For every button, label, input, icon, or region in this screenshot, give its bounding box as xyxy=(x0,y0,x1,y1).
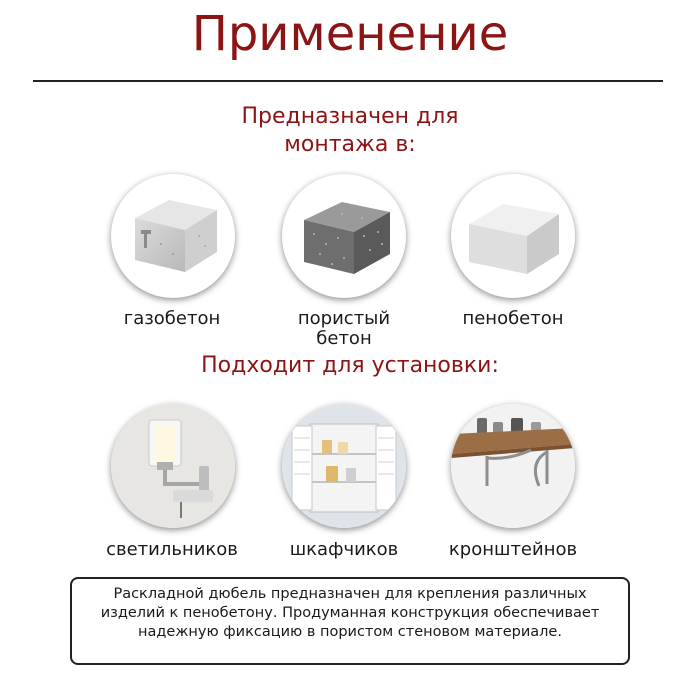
foam-concrete-card xyxy=(451,174,575,298)
wall-lamp-icon xyxy=(111,404,235,528)
application-label-lamps: светильников xyxy=(106,539,238,560)
application-label-cabinets: шкафчиков xyxy=(289,539,399,560)
wall-cabinet-icon xyxy=(282,404,406,528)
aerated-concrete-block-icon xyxy=(111,174,235,298)
bracket-card xyxy=(451,404,575,528)
title-divider xyxy=(33,80,663,82)
lamp-card xyxy=(111,404,235,528)
material-label-porous-line1: пористый xyxy=(297,308,391,329)
page-title: Применение xyxy=(191,6,509,62)
mount-heading xyxy=(0,103,700,159)
install-heading: Подходит для установки: xyxy=(201,353,499,378)
mount-heading-line2: монтажа в: xyxy=(284,132,416,157)
material-label-foam: пенобетон xyxy=(462,308,564,329)
porous-concrete-block-icon xyxy=(282,174,406,298)
aerated-concrete-card xyxy=(111,174,235,298)
application-label-brackets: кронштейнов xyxy=(448,539,578,560)
porous-concrete-card xyxy=(282,174,406,298)
material-label-porous-line2: бетон xyxy=(316,328,372,349)
mount-heading-line1: Предназначен для xyxy=(241,104,459,129)
foam-concrete-block-icon xyxy=(451,174,575,298)
cabinet-card xyxy=(282,404,406,528)
shelf-bracket-icon xyxy=(451,404,575,528)
material-label-aerated: газобетон xyxy=(123,308,221,329)
material-label-porous xyxy=(259,309,429,349)
description-box: Раскладной дюбель предназначен для крепления различных изделий к пенобетону. Продуманная конструкция обеспечивает надежную фиксацию в пористом стеновом материале. xyxy=(70,577,630,665)
